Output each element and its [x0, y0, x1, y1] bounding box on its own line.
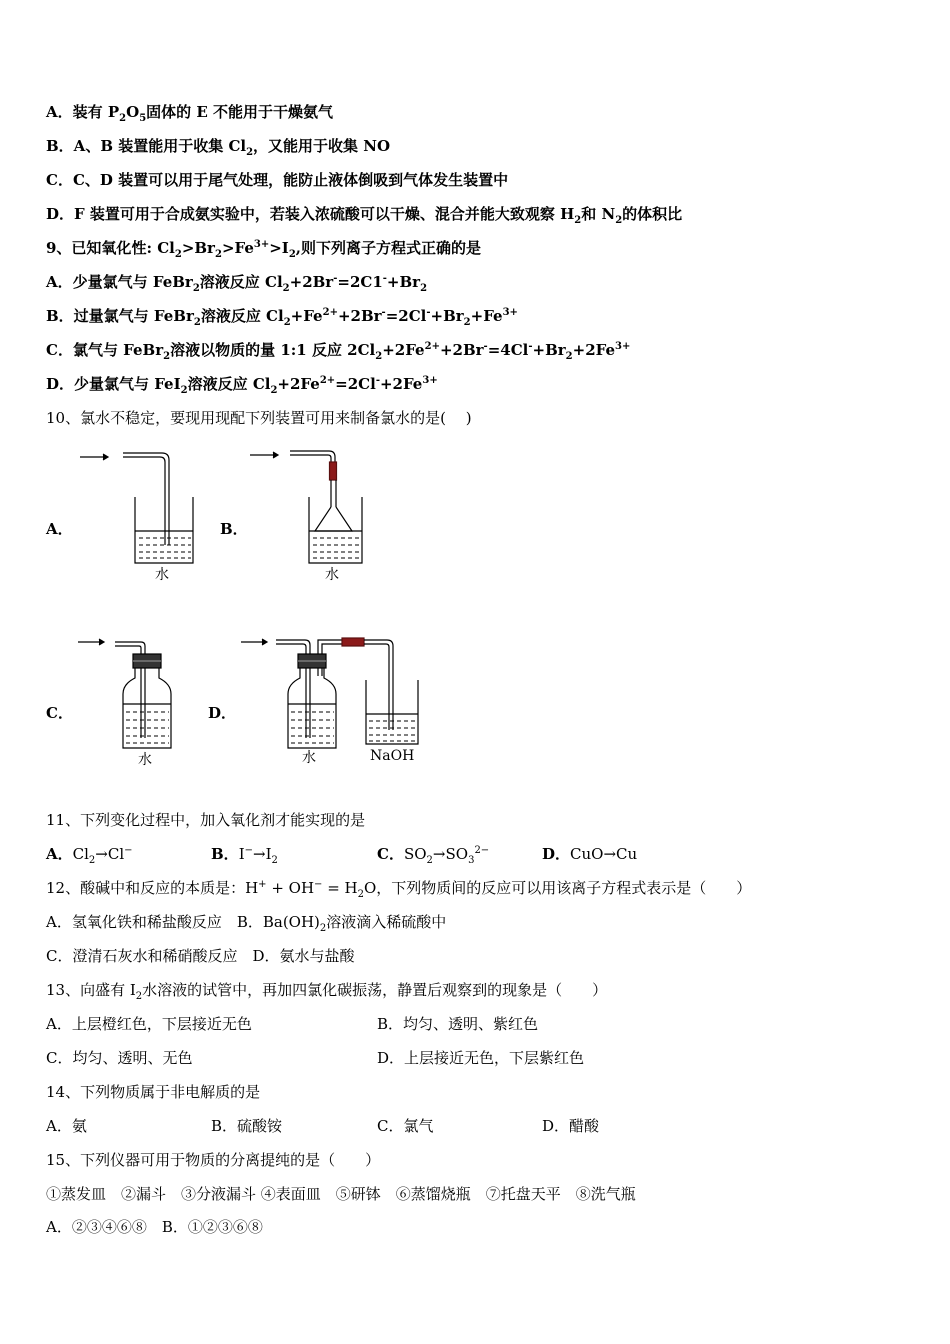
q10-label-a: A．	[46, 520, 73, 538]
water-label-c: 水	[138, 752, 152, 768]
q11-option-c: C．$SO_2\to SO_3^{2-}$	[377, 845, 490, 866]
water-label-d: 水	[302, 750, 316, 766]
q14-option-b: B．硫酸铵	[211, 1117, 283, 1135]
q11-stem: 11、下列变化过程中，加入氧化剂才能实现的是	[46, 811, 366, 829]
water-label-b: 水	[325, 567, 339, 583]
q13-option-b: B．均匀、透明、紫红色	[377, 1015, 539, 1033]
q11-option-a: A．$Cl_2\to Cl^-$	[46, 845, 133, 866]
q15-items: ①蒸发皿 ②漏斗 ③分液漏斗 ④表面皿 ⑤研钵 ⑥蒸馏烧瓶 ⑦托盘天平 ⑧洗气瓶	[46, 1185, 636, 1203]
q8-option-b: B．A、B 装置能用于收集 $Cl_2$，又能用于收集 NO	[46, 137, 391, 158]
q13-option-c: C．均匀、透明、无色	[46, 1049, 193, 1067]
q9-option-c: C．氯气与 FeBr$_2$溶液以物质的量 1:1 反应 $2Cl_2+2Fe^{2+}+2Br^-=4Cl^-+Br_2+2Fe^{3+}$	[46, 341, 631, 362]
q12-options-cd: C．澄清石灰水和稀硝酸反应 D．氨水与盐酸	[46, 947, 355, 965]
q11-option-b: B．$I^-\to I_2$	[211, 845, 278, 866]
q9-option-a: A．少量氯气与 FeBr$_2$溶液反应 $Cl_2+2Br^-=2C1^-+Br_2$	[46, 273, 428, 294]
q14-option-c: C．氯气	[377, 1117, 434, 1135]
q14-option-a: A．氨	[46, 1117, 87, 1135]
q9-stem: 9、已知氧化性: $Cl_2>Br_2>Fe^{3+}>I_2$,则下列离子方程式正确的是	[46, 239, 482, 260]
q15-stem: 15、下列仪器可用于物质的分离提纯的是（ ）	[46, 1151, 381, 1169]
q13-option-d: D．上层接近无色，下层紫红色	[377, 1049, 585, 1067]
q10-stem: 10、氯水不稳定，要现用现配下列装置可用来制备氯水的是( )	[46, 409, 472, 427]
apparatus-a	[75, 445, 205, 585]
apparatus-b	[245, 445, 375, 585]
q8-option-c: C．C、D 装置可以用于尾气处理，能防止液体倒吸到气体发生装置中	[46, 171, 509, 189]
q8-option-a: A．装有 $P_2O_5$固体的 E 不能用于干燥氨气	[46, 103, 334, 124]
q10-label-d: D．	[208, 704, 237, 722]
q12-stem: 12、酸碱中和反应的本质是：$H^+ + OH^- = H_2O$，下列物质间的反应可以用该离子方程式表示是（ ）	[46, 879, 752, 900]
q9-option-d: D．少量氯气与 FeI$_2$溶液反应 $Cl_2+2Fe^{2+}=2Cl^-+2Fe^{3+}$	[46, 375, 438, 396]
q12-options-ab: A．氢氧化铁和稀盐酸反应 B．$Ba(OH)_2$溶液滴入稀硫酸中	[46, 913, 447, 934]
water-label-a: 水	[155, 567, 169, 583]
naoh-label: NaOH	[370, 748, 415, 764]
q10-label-c: C．	[46, 704, 73, 722]
q9-option-b: B．过量氯气与 FeBr$_2$溶液反应 $Cl_2+Fe^{2+}+2Br^-=2Cl^-+Br_2+Fe^{3+}$	[46, 307, 518, 328]
apparatus-c	[75, 630, 190, 770]
q8-option-d: D．F 装置可用于合成氨实验中，若装入浓硫酸可以干燥、混合并能大致观察 $H_2$和 $N_2$的体积比	[46, 205, 683, 226]
apparatus-d	[238, 630, 428, 770]
q13-stem: 13、向盛有 $I_2$水溶液的试管中，再加四氯化碳振荡，静置后观察到的现象是（ ）	[46, 981, 608, 1002]
q13-option-a: A．上层橙红色，下层接近无色	[46, 1015, 252, 1033]
q10-label-b: B．	[220, 520, 248, 538]
q11-option-d: D．CuO→Cu	[542, 845, 638, 863]
q15-options: A．②③④⑥⑧ B．①②③⑥⑧	[46, 1218, 263, 1236]
q14-stem: 14、下列物质属于非电解质的是	[46, 1083, 261, 1101]
q14-option-d: D．醋酸	[542, 1117, 600, 1135]
